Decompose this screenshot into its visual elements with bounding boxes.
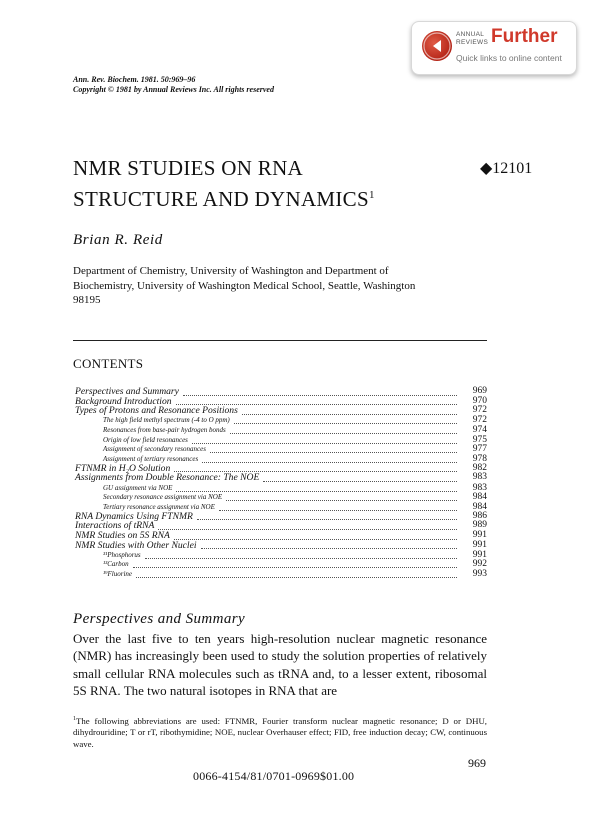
toc-leader-dots (202, 456, 457, 463)
annual-reviews-further-badge[interactable] (411, 21, 577, 75)
toc-entry-label: ¹³Carbon (103, 560, 129, 569)
toc-entry-page: 984 (472, 501, 487, 512)
toc-entry-page: 991 (472, 539, 487, 550)
toc-entry-page: 969 (472, 386, 487, 396)
toc-leader-dots (219, 504, 457, 511)
body-paragraph: Over the last five to ten years high-resolution nuclear magnetic resonance (NMR) has increasingly been used to study the solution properties of relatively small cellular RNA molecules such as tRNA and, to a lesser extent, ribosomal 5S RNA. The two natural isotopes in RNA that are (73, 631, 487, 699)
article-title (73, 155, 375, 213)
toc-entry[interactable] (75, 493, 487, 503)
article-code: ◆12101 (480, 160, 533, 177)
toc-entry-label: Types of Protons and Resonance Positions (75, 405, 238, 417)
toc-leader-dots (263, 475, 457, 482)
title-footnote-mark: 1 (368, 189, 375, 201)
toc-entry-page: 974 (472, 424, 487, 435)
toc-entry[interactable] (75, 425, 487, 435)
toc-leader-dots (242, 408, 457, 415)
copyright-line: Copyright © 1981 by Annual Reviews Inc. All rights reserved (73, 85, 274, 94)
toc-entry-page: 992 (472, 559, 487, 570)
footnote-mark: 1 (73, 716, 76, 722)
toc-entry-label: ³¹Phosphorus (103, 550, 141, 559)
toc-entry-label: Origin of low field resonances (103, 435, 188, 444)
toc-entry-label: FTNMR in H₂O Solution (75, 462, 171, 474)
toc-entry-label: Assignment of tertiary resonances (103, 454, 199, 463)
toc-entry[interactable] (75, 473, 487, 483)
citation-line: Ann. Rev. Biochem. 1981. 50:969–96 (73, 75, 196, 84)
toc-leader-dots (234, 417, 457, 424)
toc-entry-page: 970 (472, 395, 487, 406)
toc-entry-label: Assignment of secondary resonances (103, 445, 206, 454)
author-name: Brian R. Reid (73, 232, 163, 248)
toc-entry[interactable] (75, 569, 487, 579)
toc-leader-dots (158, 523, 457, 530)
toc-leader-dots (174, 533, 457, 540)
toc-entry[interactable] (75, 416, 487, 426)
toc-leader-dots (176, 485, 457, 492)
issn-line: 0066-4154/81/0701-0969$01.00 (193, 769, 355, 783)
toc-entry-page: 993 (472, 568, 487, 579)
toc-entry-label: GU assignment via NOE (103, 483, 173, 492)
toc-entry-label: Secondary resonance assignment via NOE (103, 493, 223, 502)
toc-entry-page: 982 (472, 462, 487, 473)
toc-entry-label: ¹⁹Fluorine (103, 569, 133, 578)
toc-entry-label: The high field methyl spectrum (-4 to O ppm) (103, 416, 230, 425)
toc-entry-label: Perspectives and Summary (75, 386, 179, 397)
page-number: 969 (468, 756, 486, 770)
toc-leader-dots (176, 398, 457, 405)
toc-leader-dots (192, 437, 457, 444)
title-line-1: NMR STUDIES ON RNA (73, 156, 304, 180)
toc-entry-page: 983 (472, 482, 487, 493)
toc-entry-page: 977 (472, 444, 487, 455)
toc-entry-label: Tertiary resonance assignment via NOE (103, 502, 215, 511)
toc-entry-page: 989 (472, 520, 487, 531)
toc-entry-page: 991 (472, 529, 487, 540)
toc-entry-label: Assignments from Double Resonance: The NOE (75, 472, 260, 484)
toc-entry-page: 986 (472, 510, 487, 521)
toc-leader-dots (145, 552, 457, 559)
footnote-text: The following abbreviations are used: FTNMR, Fourier transform nuclear magnetic resonance; D or DHU, dihydrouridine; T or rT, ribothymidine; NOE, nuclear Overhauser effect; FID, free induction decay; CW, continuous wave. (73, 715, 487, 749)
toc-entry-label: RNA Dynamics Using FTNMR (75, 510, 193, 522)
toc-leader-dots (136, 571, 457, 578)
toc-leader-dots (210, 446, 457, 453)
toc-entry-page: 975 (472, 434, 487, 445)
toc-entry-page: 978 (472, 453, 487, 464)
toc-leader-dots (133, 561, 457, 568)
citation-block (73, 75, 274, 95)
toc-entry[interactable] (75, 560, 487, 570)
table-of-contents (75, 387, 487, 579)
toc-entry[interactable] (75, 483, 487, 493)
further-label: Further (491, 26, 558, 47)
contents-divider (73, 340, 487, 341)
toc-entry-page: 984 (472, 492, 487, 503)
toc-entry-page: 991 (472, 549, 487, 560)
badge-tagline: Quick links to online content (456, 53, 562, 63)
toc-leader-dots (183, 389, 457, 396)
annual-reviews-wordmark: ANNUAL REVIEWS (456, 31, 489, 46)
section-heading: Perspectives and Summary (73, 611, 246, 627)
toc-entry-label: Interactions of tRNA (75, 520, 155, 532)
toc-entry-label: NMR Studies on 5S RNA (75, 529, 170, 541)
title-line-2 (73, 182, 375, 213)
toc-entry[interactable] (75, 406, 487, 416)
toc-entry-label: NMR Studies with Other Nuclei (75, 539, 197, 551)
toc-leader-dots (197, 513, 457, 520)
toc-entry[interactable] (75, 435, 487, 445)
toc-leader-dots (201, 542, 457, 549)
author-affiliation: Department of Chemistry, University of Washington and Department of Biochemistry, University of Washington Medical School, Seattle, Washington 98195 (73, 265, 416, 306)
toc-entry-label: Background Introduction (75, 395, 172, 407)
toc-entry-page: 972 (472, 415, 487, 426)
toc-entry-page: 972 (472, 405, 487, 416)
toc-leader-dots (226, 494, 457, 501)
play-arrow-icon (422, 31, 452, 61)
toc-entry[interactable] (75, 550, 487, 560)
footnote (73, 714, 487, 750)
toc-entry[interactable] (75, 445, 487, 455)
title-line-2-text: STRUCTURE AND DYNAMICS (73, 187, 369, 211)
toc-entry-label: Resonances from base-pair hydrogen bonds (103, 425, 226, 434)
toc-leader-dots (230, 427, 457, 434)
toc-entry-page: 983 (472, 472, 487, 483)
toc-leader-dots (174, 465, 457, 472)
toc-entry[interactable] (75, 541, 487, 551)
contents-heading: CONTENTS (73, 356, 144, 371)
